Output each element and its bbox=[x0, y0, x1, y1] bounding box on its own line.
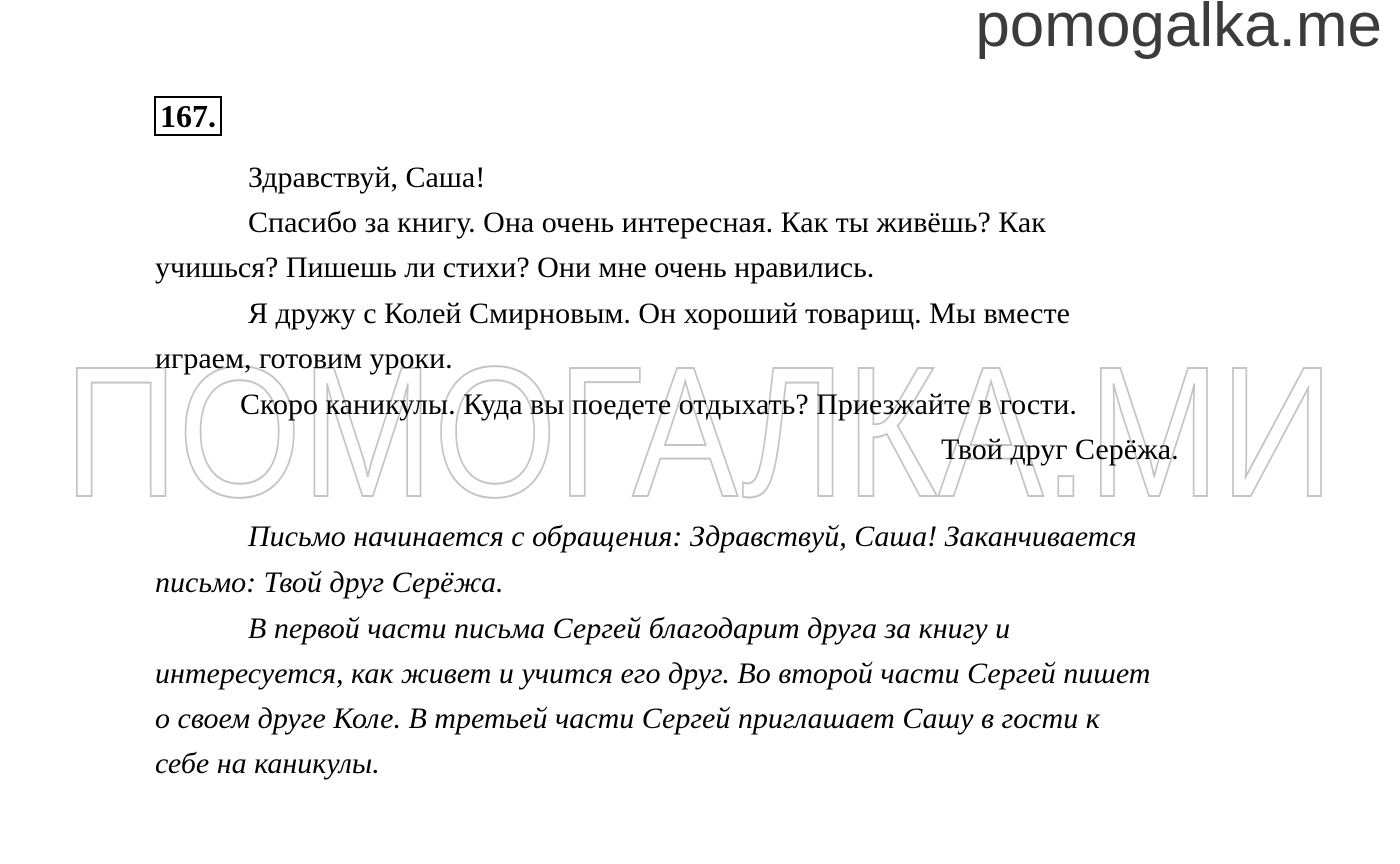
letter-signature: Твой друг Серёжа. bbox=[941, 433, 1179, 466]
answer-line: о своем друге Коле. В третьей части Сергей приглашает Сашу в гости к bbox=[155, 702, 1100, 735]
answer-line: Письмо начинается с обращения: Здравствуй, Саша! Заканчивается bbox=[248, 520, 1137, 553]
letter-line: Спасибо за книгу. Она очень интересная. Как ты живёшь? Как bbox=[248, 206, 1046, 239]
answer-line: интересуется, как живет и учится его друг. Во второй части Сергей пишет bbox=[155, 657, 1151, 690]
letter-line: Скоро каникулы. Куда вы поедете отдыхать? Приезжайте в гости. bbox=[240, 388, 1077, 421]
letter-line: играем, готовим уроки. bbox=[155, 342, 453, 375]
letter-line: учишься? Пишешь ли стихи? Они мне очень нравились. bbox=[155, 251, 875, 284]
answer-line: себе на каникулы. bbox=[155, 747, 380, 780]
watermark-text: ПОМОГАЛКА.МИ bbox=[64, 362, 1334, 500]
task-number: 167. bbox=[154, 96, 222, 136]
site-name: pomogalka.me bbox=[975, 0, 1382, 60]
letter-greeting: Здравствуй, Саша! bbox=[248, 161, 486, 194]
answer-line: письмо: Твой друг Серёжа. bbox=[155, 566, 504, 599]
answer-line: В первой части письма Сергей благодарит друга за книгу и bbox=[248, 612, 1011, 645]
letter-line: Я дружу с Колей Смирновым. Он хороший товарищ. Мы вместе bbox=[248, 297, 1070, 330]
